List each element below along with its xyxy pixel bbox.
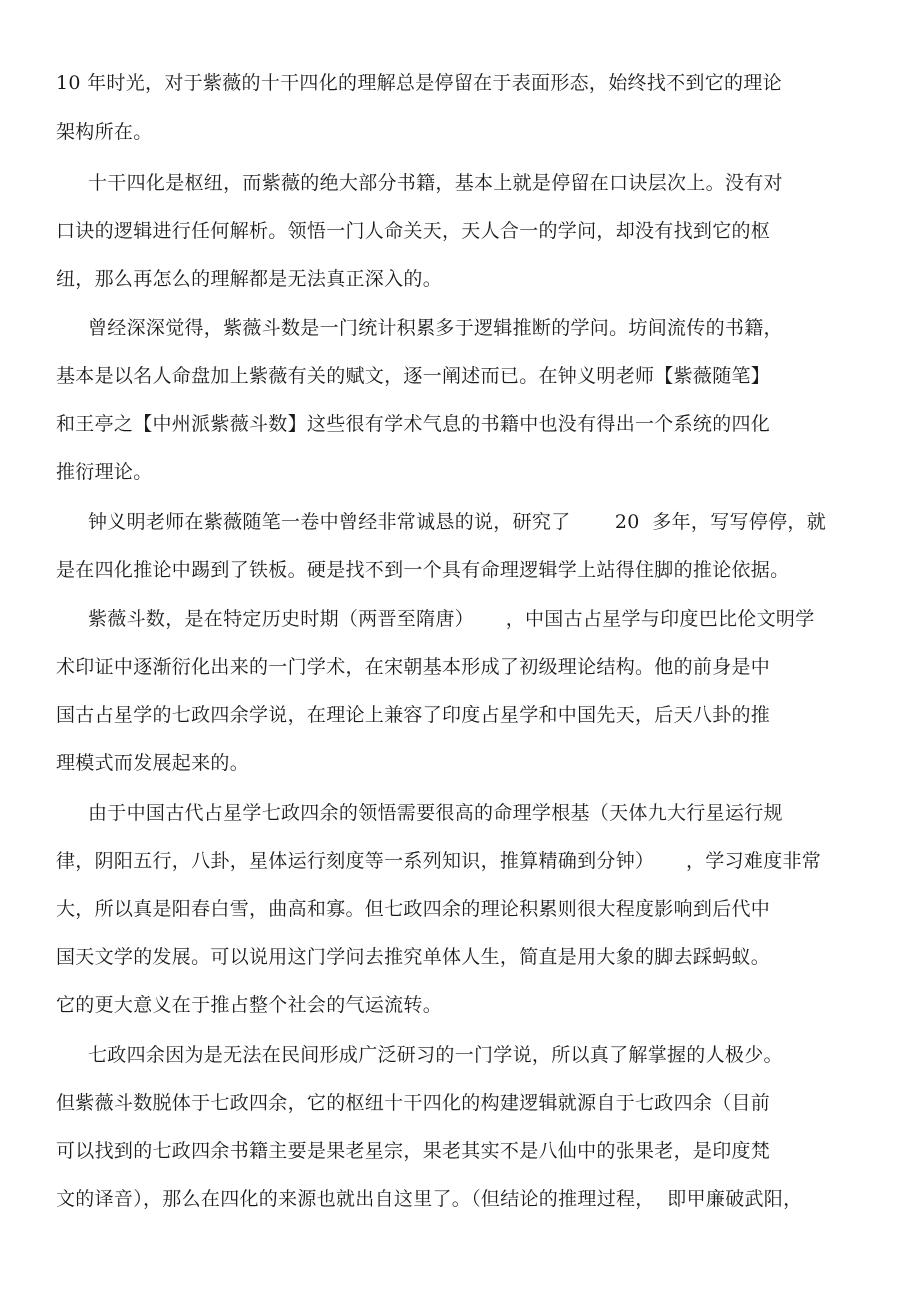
- text-line: 口诀的逻辑进行任何解析。领悟一门人命关天，天人合一的学问，却没有找到它的枢: [56, 220, 771, 242]
- text-line: 文的译音），那么在四化的来源也就出自这里了。（但结论的推理过程， 即甲廉破武阳，: [56, 1188, 803, 1210]
- text-line: 架构所在。: [56, 121, 153, 143]
- text-line: 术印证中逐渐衍化出来的一门学术，在宋朝基本形成了初级理论结构。他的前身是中: [56, 656, 771, 678]
- text-line: 国天文学的发展。可以说用这门学问去推究单体人生，简直是用大象的脚去踩蚂蚁。: [56, 946, 771, 968]
- text-line: 推衍理论。: [56, 461, 153, 483]
- text-line: 国古占星学的七政四余学说，在理论上兼容了印度占星学和中国先天，后天八卦的推: [56, 704, 771, 726]
- text-line: 紫薇斗数，是在特定历史时期（两晋至隋唐） ，中国古占星学与印度巴比伦文明学: [88, 608, 815, 630]
- text-line: 10 年时光，对于紫薇的十干四化的理解总是停留在于表面形态，始终找不到它的理论: [56, 72, 782, 94]
- text-line: 和王亭之【中州派紫薇斗数】这些很有学术气息的书籍中也没有得出一个系统的四化: [56, 413, 771, 435]
- text-line: 七政四余因为是无法在民间形成广泛研习的一门学说，所以真了解掌握的人极少。: [88, 1044, 783, 1066]
- text-line: 钟义明老师在紫薇随笔一卷中曾经非常诚恳的说，研究了 20 多年，写写停停，就: [88, 511, 827, 533]
- text-line: 基本是以名人命盘加上紫薇有关的赋文，逐一阐述而已。在钟义明老师【紫薇随笔】: [56, 365, 771, 387]
- text-line: 可以找到的七政四余书籍主要是果老星宗，果老其实不是八仙中的张果老，是印度梵: [56, 1140, 771, 1162]
- text-line: 曾经深深觉得，紫薇斗数是一门统计积累多于逻辑推断的学问。坊间流传的书籍，: [88, 317, 783, 339]
- text-line: 是在四化推论中踢到了铁板。硬是找不到一个具有命理逻辑学上站得住脚的推论依据。: [56, 559, 790, 581]
- text-line: 但紫薇斗数脱体于七政四余，它的枢纽十干四化的构建逻辑就源自于七政四余（目前: [56, 1092, 771, 1114]
- text-line: 十干四化是枢纽，而紫薇的绝大部分书籍，基本上就是停留在口诀层次上。没有对: [88, 172, 783, 194]
- text-line: 纽，那么再怎么的理解都是无法真正深入的。: [56, 268, 443, 290]
- text-line: 它的更大意义在于推占整个社会的气运流转。: [56, 994, 443, 1016]
- text-line: 律，阴阳五行，八卦，星体运行刻度等一系列知识，推算精确到分钟） ，学习难度非常: [56, 850, 822, 872]
- text-line: 理模式而发展起来的。: [56, 752, 250, 774]
- text-line: 大，所以真是阳春白雪，曲高和寡。但七政四余的理论积累则很大程度影响到后代中: [56, 898, 771, 920]
- text-line: 由于中国古代占星学七政四余的领悟需要很高的命理学根基（天体九大行星运行规: [88, 802, 783, 824]
